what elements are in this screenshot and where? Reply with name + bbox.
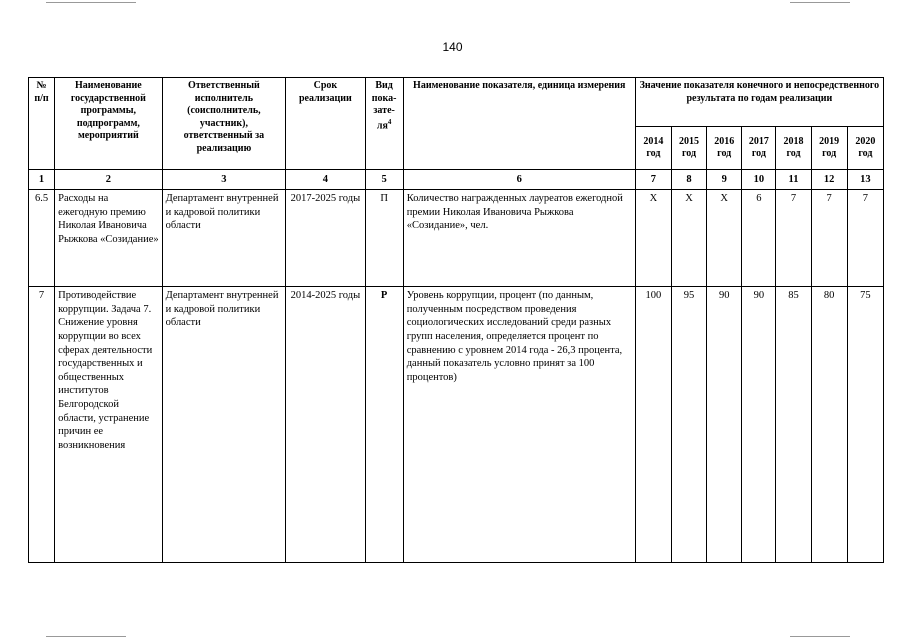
row-value-2015: Х [671, 190, 706, 287]
row-value-2017: 90 [742, 287, 776, 563]
header-year-2017: 2017 год [742, 127, 776, 170]
row-value-2016: Х [707, 190, 742, 287]
column-number: 5 [365, 170, 403, 190]
row-executor: Департамент внутренней и кадровой политики области [162, 190, 286, 287]
column-number-row [29, 170, 884, 190]
header-year-2020: 2020 год [847, 127, 883, 170]
header-indicator-name: Наименование показателя, единица измерения [403, 78, 635, 170]
column-number: 12 [811, 170, 847, 190]
column-number: 3 [162, 170, 286, 190]
page-number: 140 [442, 40, 463, 54]
column-number: 8 [671, 170, 706, 190]
row-value-2019: 80 [811, 287, 847, 563]
header-year-2018: 2018 год [776, 127, 811, 170]
row-number: 7 [29, 287, 55, 563]
row-indicator-name: Количество награжденных лауреатов ежегодной премии Николая Ивановича Рыжкова «Созидание», чел. [403, 190, 635, 287]
row-indicator-type: Р [365, 287, 403, 563]
row-value-2020: 75 [847, 287, 883, 563]
top-right-rule [790, 2, 850, 3]
header-period: Срок реализации [286, 78, 365, 170]
column-number: 4 [286, 170, 365, 190]
bottom-right-rule [790, 636, 850, 637]
row-program-name: Расходы на ежегодную премию Николая Ивановича Рыжкова «Созидание» [55, 190, 163, 287]
row-value-2014: Х [635, 190, 671, 287]
indicator-table [28, 77, 884, 563]
header-year-2019: 2019 год [811, 127, 847, 170]
column-number: 1 [29, 170, 55, 190]
row-value-2016: 90 [707, 287, 742, 563]
row-number: 6.5 [29, 190, 55, 287]
row-indicator-name: Уровень коррупции, процент (по данным, полученным посредством проведения социологических исследований среди разных групп населения, определяется процент по сравнению с уровнем 2014 года - 26,3 процента, данный показатель условно принят за 100 процентов) [403, 287, 635, 563]
column-number: 9 [707, 170, 742, 190]
header-num: № п/п [29, 78, 55, 170]
row-program-name: Противодействие коррупции. Задача 7. Снижение уровня коррупции во всех сферах деятельности государственных и общественных институтов Белгородской области, устранение причин ее возникновения [55, 287, 163, 563]
column-number: 11 [776, 170, 811, 190]
header-values-group: Значение показателя конечного и непосредственного результата по годам реализации [635, 78, 883, 127]
header-executor: Ответственный исполнитель (соисполнитель, участник), ответственный за реализацию [162, 78, 286, 170]
row-indicator-type: П [365, 190, 403, 287]
row-value-2014: 100 [635, 287, 671, 563]
row-value-2017: 6 [742, 190, 776, 287]
bottom-left-rule [46, 636, 126, 637]
row-executor: Департамент внутренней и кадровой политики области [162, 287, 286, 563]
row-period: 2017-2025 годы [286, 190, 365, 287]
row-value-2015: 95 [671, 287, 706, 563]
column-number: 6 [403, 170, 635, 190]
header-indicator-type [365, 78, 403, 170]
header-year-2015: 2015 год [671, 127, 706, 170]
row-value-2018: 85 [776, 287, 811, 563]
row-value-2019: 7 [811, 190, 847, 287]
table-row [29, 190, 884, 287]
table-row [29, 287, 884, 563]
top-left-rule [46, 2, 136, 3]
header-program-name: Наименование государственной программы, подпрограмм, мероприятий [55, 78, 163, 170]
column-number: 13 [847, 170, 883, 190]
row-period: 2014-2025 годы [286, 287, 365, 563]
row-value-2018: 7 [776, 190, 811, 287]
header-year-2016: 2016 год [707, 127, 742, 170]
column-number: 10 [742, 170, 776, 190]
header-indicator-type-text: Вид пока-зате-ля [371, 80, 397, 131]
column-number: 7 [635, 170, 671, 190]
header-year-2014: 2014 год [635, 127, 671, 170]
row-value-2020: 7 [847, 190, 883, 287]
header-row-1 [29, 78, 884, 127]
column-number: 2 [55, 170, 163, 190]
header-indicator-type-footnote: 4 [387, 117, 392, 126]
